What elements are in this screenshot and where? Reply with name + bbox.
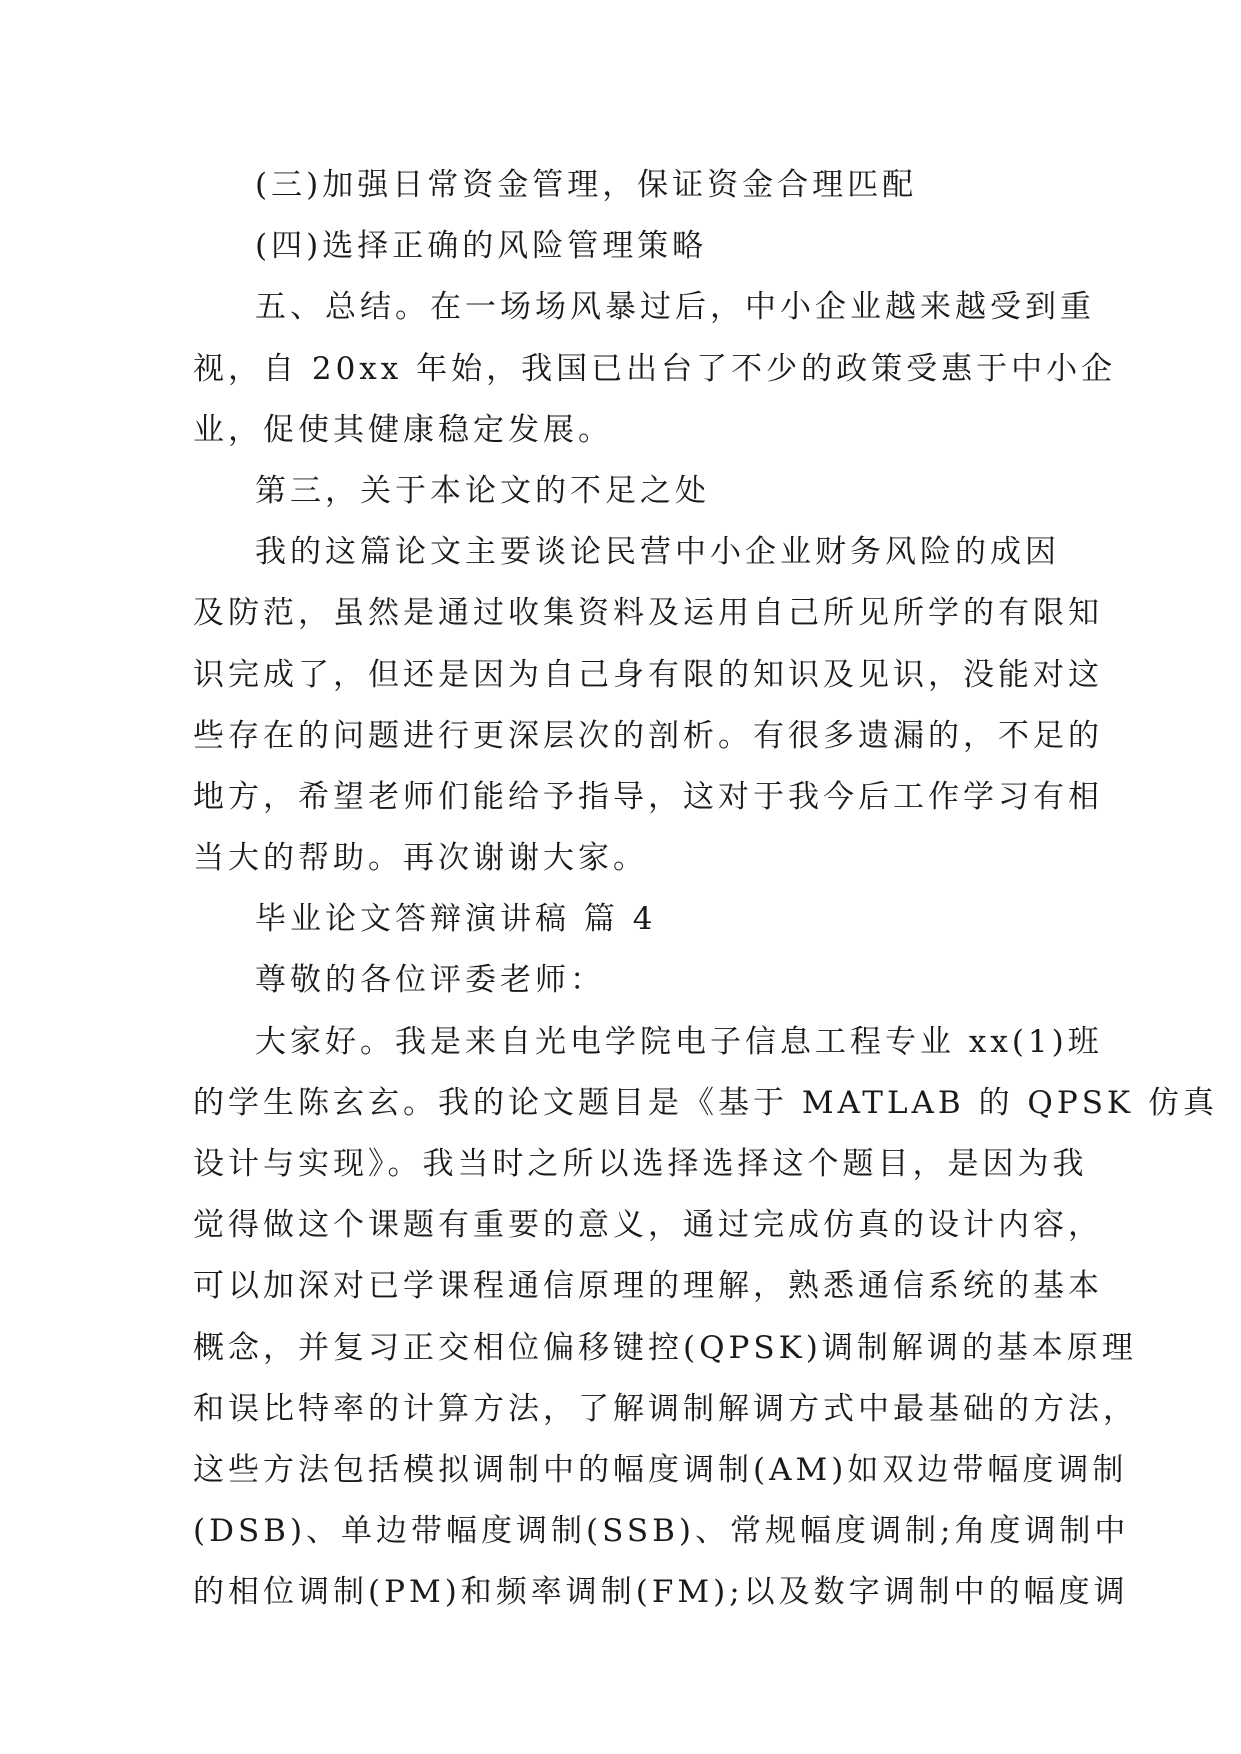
salutation: 尊敬的各位评委老师： <box>255 962 605 999</box>
text-line: 些存在的问题进行更深层次的剖析。有很多遗漏的，不足的 <box>193 717 1103 754</box>
text-line: 识完成了，但还是因为自己身有限的知识及见识，没能对这 <box>193 656 1103 693</box>
text-line: (DSB)、单边带幅度调制(SSB)、常规幅度调制;角度调制中 <box>193 1513 1130 1550</box>
text-line: 的学生陈玄玄。我的论文题目是《基于 MATLAB 的 QPSK 仿真 <box>193 1084 1218 1121</box>
text-line: 和误比特率的计算方法，了解调制解调方式中最基础的方法， <box>193 1390 1138 1427</box>
text-line: (四)选择正确的风险管理策略 <box>255 228 708 265</box>
text-line: 这些方法包括模拟调制中的幅度调制(AM)如双边带幅度调制 <box>193 1451 1128 1488</box>
text-line: 当大的帮助。再次谢谢大家。 <box>193 840 648 877</box>
section-heading: 毕业论文答辩演讲稿 篇 4 <box>255 901 657 938</box>
text-line: (三)加强日常资金管理，保证资金合理匹配 <box>255 167 918 203</box>
text-line: 业，促使其健康稳定发展。 <box>193 411 613 448</box>
text-line: 我的这篇论文主要谈论民营中小企业财务风险的成因 <box>255 534 1060 571</box>
text-line: 五、总结。在一场场风暴过后，中小企业越来越受到重 <box>255 289 1095 326</box>
text-line: 地方，希望老师们能给予指导，这对于我今后工作学习有相 <box>193 778 1103 815</box>
text-line: 的相位调制(PM)和频率调制(FM);以及数字调制中的幅度调 <box>193 1574 1129 1611</box>
section-heading: 第三，关于本论文的不足之处 <box>255 472 710 509</box>
text-line: 觉得做这个课题有重要的意义，通过完成仿真的设计内容， <box>193 1207 1103 1244</box>
text-line: 视，自 20xx 年始，我国已出台了不少的政策受惠于中小企 <box>193 350 1117 387</box>
text-line: 大家好。我是来自光电学院电子信息工程专业 xx(1)班 <box>255 1023 1103 1060</box>
text-line: 可以加深对已学课程通信原理的理解，熟悉通信系统的基本 <box>193 1268 1103 1305</box>
text-line: 设计与实现》。我当时之所以选择选择这个题目，是因为我 <box>193 1146 1088 1182</box>
document-body <box>193 155 1218 1624</box>
text-line: 概念，并复习正交相位偏移键控(QPSK)调制解调的基本原理 <box>193 1329 1137 1366</box>
text-line: 及防范，虽然是通过收集资料及运用自己所见所学的有限知 <box>193 595 1103 632</box>
